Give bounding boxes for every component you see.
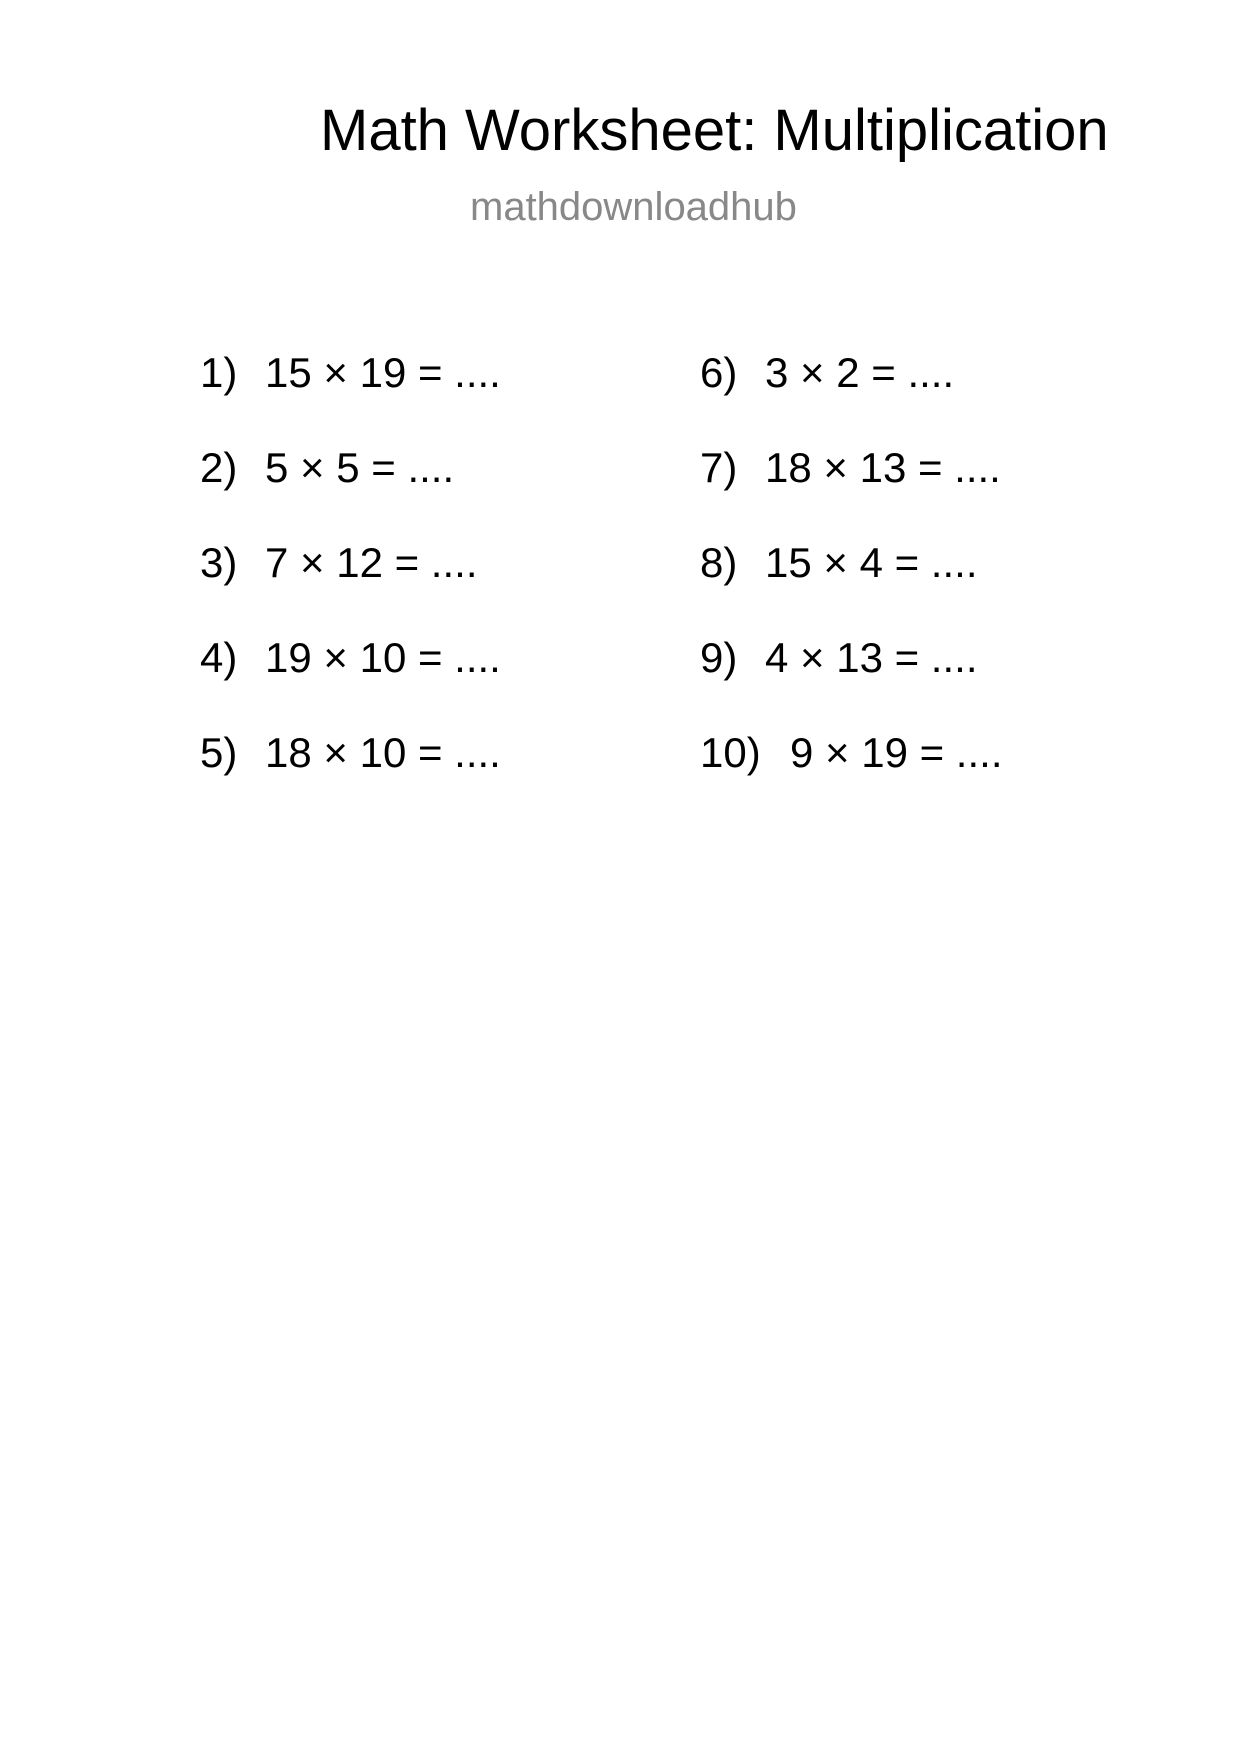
problem-number: 3): [200, 539, 238, 586]
problem-expression: 9 × 19 = ....: [790, 729, 1003, 776]
problem-item-4: [200, 633, 501, 683]
problem-expression: 19 × 10 = ....: [265, 634, 501, 681]
problem-number: 1): [200, 349, 238, 396]
problem-number: 7): [700, 444, 738, 491]
problem-expression: 18 × 10 = ....: [265, 729, 501, 776]
problem-item-9: [700, 633, 977, 683]
problem-expression: 7 × 12 = ....: [265, 539, 478, 586]
problem-number: 5): [200, 729, 238, 776]
problem-expression: 4 × 13 = ....: [765, 634, 978, 681]
problem-number: 2): [200, 444, 238, 491]
problem-expression: 5 × 5 = ....: [265, 444, 455, 491]
page-title: Math Worksheet: Multiplication: [320, 98, 1109, 163]
problem-number: 8): [700, 539, 738, 586]
problem-number: 6): [700, 349, 738, 396]
problem-item-6: [700, 348, 954, 398]
problem-expression: 3 × 2 = ....: [765, 349, 955, 396]
problem-expression: 18 × 13 = ....: [765, 444, 1001, 491]
problem-item-7: [700, 443, 1001, 493]
problem-item-5: [200, 728, 501, 778]
problem-item-1: [200, 348, 501, 398]
problem-item-8: [700, 538, 977, 588]
problem-item-10: [700, 728, 1002, 778]
problem-number: 4): [200, 634, 238, 681]
problem-expression: 15 × 4 = ....: [765, 539, 978, 586]
page-subtitle: mathdownloadhub: [470, 185, 797, 229]
problem-item-3: [200, 538, 477, 588]
problem-expression: 15 × 19 = ....: [265, 349, 501, 396]
problem-item-2: [200, 443, 454, 493]
problem-number: 9): [700, 634, 738, 681]
problem-number: 10): [700, 729, 761, 776]
